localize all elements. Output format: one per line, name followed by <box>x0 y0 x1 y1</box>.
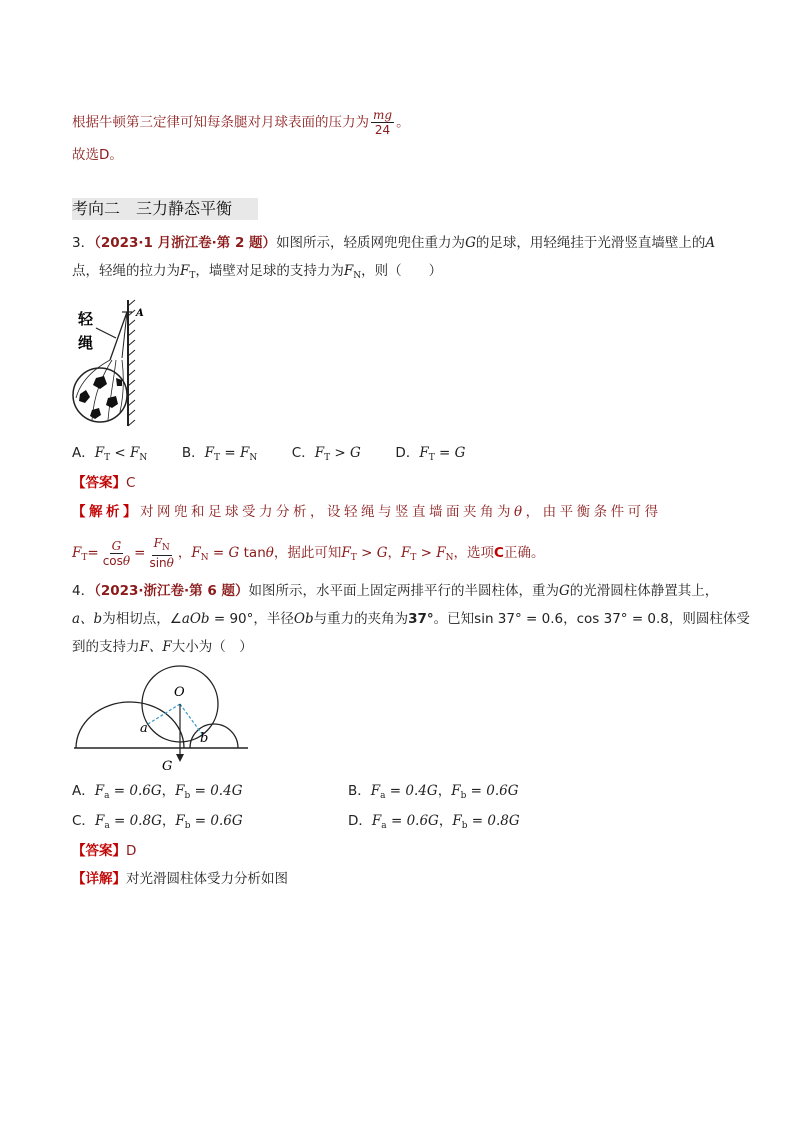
q4-option-d-label: D． <box>348 813 372 829</box>
q4-stem-text2f: ，则圆柱体受 <box>668 611 750 627</box>
q3-analysis-text1: 对网兜和足球受力分析，设轻绳与竖直墙面夹角为 <box>140 504 514 520</box>
fraction-denominator: 24 <box>374 123 391 137</box>
q4-option-a: A．$F_a = 0.6G$，$F_b = 0.4G$ <box>72 783 243 801</box>
q4-stem-line1 <box>72 582 718 600</box>
fig-label-b-point: b <box>200 731 209 746</box>
q3-stem-text1b: 的足球，用轻绳挂于光滑竖直墙壁上的 <box>475 235 706 251</box>
q3-option-c: C．$F_T > G$ <box>291 445 361 463</box>
q3-stem-line2 <box>72 262 442 285</box>
sin-cos-values: sin 37° = 0.6，cos 37° = 0.8 <box>474 611 669 627</box>
q3-stem-text2c: ，则（ ） <box>361 263 443 279</box>
q3-option-c-label: C． <box>291 445 315 461</box>
fraction-fn-sin: $\frac{F_N}{\sin\theta}$ <box>149 536 174 570</box>
q3-stem-text1: 如图所示，轻质网兜兜住重力为 <box>276 235 466 251</box>
fig-label-g: G <box>162 759 173 772</box>
q3-var-theta: θ <box>514 504 526 520</box>
q3-analysis-line1 <box>72 503 662 521</box>
q4-option-c: C．$F_a = 0.8G$，$F_b = 0.6G$ <box>72 813 243 831</box>
q4-var-g: G <box>558 583 570 599</box>
q4-option-b-fa: 0.4G <box>405 783 438 799</box>
q4-answer <box>72 842 136 860</box>
q4-stem-text2b: 为相切点， <box>102 611 170 627</box>
q3-option-a-label: A． <box>72 445 95 461</box>
q4-var-ob: Ob <box>293 611 314 627</box>
prev-answer-line <box>72 108 410 137</box>
q4-number: 4． <box>72 583 95 599</box>
q4-angle-37: 37° <box>408 611 434 627</box>
prev-choice-line: 故选D。 <box>72 147 123 163</box>
q3-stem-line1 <box>72 234 715 252</box>
angle-aob: ∠aOb = 90° <box>169 611 254 627</box>
q3-answer-label: 【答案】 <box>72 475 126 491</box>
fraction-g-cos: $\frac{G}{\cos\theta}$ <box>102 538 131 568</box>
left-half-cylinder <box>76 702 184 748</box>
fig-label-o: O <box>174 685 185 700</box>
q4-answer-value: D <box>126 843 137 859</box>
q4-stem-text2d: 与重力的夹角为 <box>313 611 409 627</box>
fraction-numerator: mg <box>373 108 393 122</box>
right-half-cylinder <box>190 724 238 748</box>
q3-source: （2023·1 月浙江卷·第 2 题） <box>94 235 277 251</box>
q4-var-ab: a、b <box>72 611 103 627</box>
q4-option-c-fb: 0.6G <box>210 813 243 829</box>
q4-option-a-fb: 0.4G <box>210 783 243 799</box>
q4-option-b-fb: 0.6G <box>486 783 519 799</box>
q4-option-c-fa: 0.8G <box>129 813 162 829</box>
q3-analysis-line2: $F_T=$ $\frac{G}{\cos\theta}$ = $\frac{F_N}{\sin\theta}$ ，$F_N = G$ tanθ，据此可知$F_T > G$，$F_T > F_N$，选项C正确。 <box>72 536 545 570</box>
q4-option-b: B．$F_a = 0.4G$，$F_b = 0.6G$ <box>348 783 519 801</box>
fig-label-sheng: 绳 <box>78 334 94 352</box>
q4-stem-text2e: 。已知 <box>433 611 475 627</box>
q4-stem-line3 <box>72 638 253 656</box>
q3-analysis-label: 【解析】 <box>72 504 140 520</box>
fig-label-a-point: a <box>140 721 148 736</box>
q3-option-d: D．$F_T = G$ <box>395 445 466 463</box>
q4-detail-text: 对光滑圆柱体受力分析如图 <box>126 871 288 887</box>
prev-answer-text: 根据牛顿第三定律可知每条腿对月球表面的压力为 <box>72 114 369 131</box>
q3-analysis-end: ，选项 <box>453 545 495 561</box>
gravity-arrow-head <box>176 754 184 762</box>
q3-analysis-mid: ，据此可知 <box>273 545 342 561</box>
fig-label-qing: 轻 <box>78 310 94 328</box>
q3-answer-value: C <box>126 475 136 491</box>
q3-option-a: A．$F_T < F_N$ <box>72 445 148 463</box>
q4-option-b-label: B． <box>348 783 371 799</box>
q3-stem-text2a: 点，轻绳的拉力为 <box>72 263 180 279</box>
q4-stem-line2 <box>72 610 750 628</box>
q4-detail-label: 【详解】 <box>72 871 126 887</box>
q4-option-a-fa: 0.6G <box>129 783 162 799</box>
q3-options <box>72 444 465 467</box>
q4-stem-text3: 到的支持力 <box>72 639 140 655</box>
q4-option-d-fa: 0.6G <box>406 813 439 829</box>
q4-option-a-label: A． <box>72 783 95 799</box>
q3-analysis-tail: 正确。 <box>503 545 545 561</box>
q3-var-g: G <box>465 235 476 251</box>
q3-option-b-label: B． <box>181 445 205 461</box>
rope-pointer <box>96 328 116 338</box>
q4-detail <box>72 870 288 888</box>
q3-stem-text2b: ，墙壁对足球的支持力为 <box>195 263 344 279</box>
q4-option-d-fb: 0.8G <box>487 813 520 829</box>
q4-answer-label: 【答案】 <box>72 843 126 859</box>
q3-analysis-text1b: ，由平衡条件可得 <box>525 504 662 520</box>
q3-answer <box>72 474 135 492</box>
radius-oa <box>148 704 180 724</box>
fraction-mg-24 <box>371 108 394 137</box>
wall-hatch <box>128 300 135 426</box>
var-fa-fb: F、F <box>139 639 172 655</box>
q4-stem-text1: 如图所示，水平面上固定两排平行的半圆柱体，重为 <box>248 583 559 599</box>
q4-stem-text3b: 大小为（ ） <box>171 639 253 655</box>
q4-option-d: D．$F_a = 0.6G$，$F_b = 0.8G$ <box>348 813 520 831</box>
q4-option-c-label: C． <box>72 813 95 829</box>
q3-option-b: B．$F_T = F_N$ <box>181 445 258 463</box>
var-fn: $F_N$ <box>343 263 362 281</box>
q4-stem-text2c: ，半径 <box>253 611 294 627</box>
radius-ob <box>180 704 202 734</box>
q3-var-a: A <box>705 235 716 251</box>
q4-figure-cylinders <box>72 660 252 772</box>
q4-stem-text1b: 的光滑圆柱体静置其上， <box>569 583 719 599</box>
section-title: 考向二 三力静态平衡 <box>72 198 258 220</box>
q3-figure-ball-wall <box>72 298 152 428</box>
q3-option-d-label: D． <box>395 445 420 461</box>
q3-analysis-option: C <box>494 545 504 561</box>
q4-source: （2023·浙江卷·第 6 题） <box>94 583 249 599</box>
q3-number: 3． <box>72 235 95 251</box>
prev-answer-end: 。 <box>396 114 410 131</box>
var-ft: $F_T$ <box>180 263 196 281</box>
fig-label-a: A <box>136 308 144 319</box>
